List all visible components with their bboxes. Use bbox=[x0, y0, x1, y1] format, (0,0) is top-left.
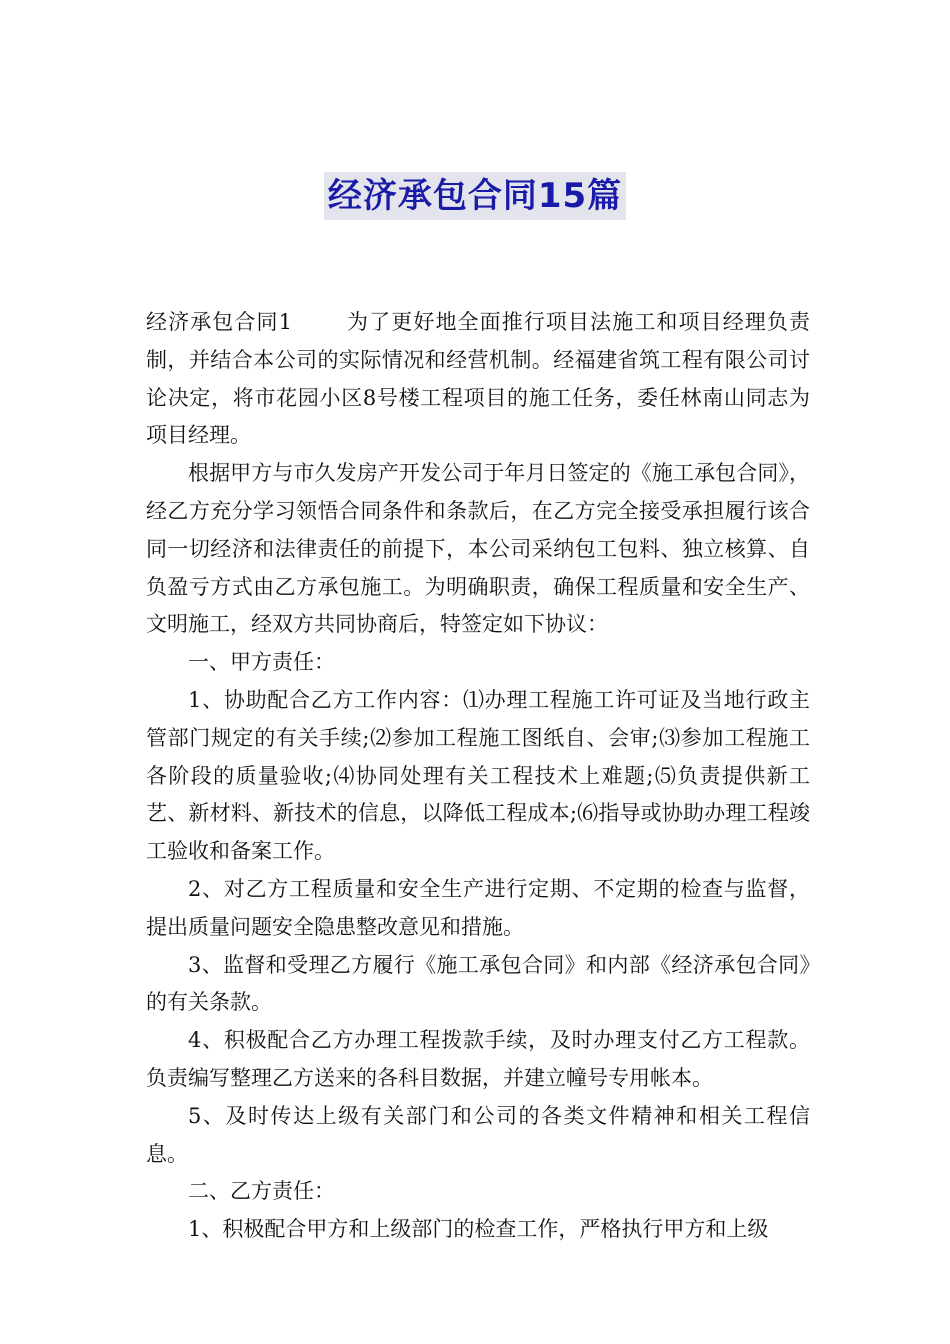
paragraph: 5、及时传达上级有关部门和公司的各类文件精神和相关工程信息。 bbox=[146, 1103, 810, 1166]
paragraph: 3、监督和受理乙方履行《施工承包合同》和内部《经济承包合同》的有关条款。 bbox=[146, 952, 810, 1015]
section-heading-party-b: 二、乙方责任： bbox=[188, 1179, 335, 1204]
paragraph: 1、积极配合甲方和上级部门的检查工作，严格执行甲方和上级 bbox=[188, 1217, 769, 1242]
paragraph-text: 为了更好地全面推行项目法施工和项目经理负责制，并结合本公司的实际情况和经营机制。经福建省筑工程有限公司讨论决定，将市花园小区8号楼工程项目的施工任务，委任林南山同志为项目经理。 bbox=[146, 310, 810, 448]
paragraph: 根据甲方与市久发房产开发公司于年月日签定的《施工承包合同》，经乙方充分学习领悟合同条件和条款后，在乙方完全接受承担履行该合同一切经济和法律责任的前提下，本公司采纳包工包料、独立核算、自负盈亏方式由乙方承包施工。为明确职责，确保工程质量和安全生产、文明施工，经双方共同协商后，特签定如下协议： bbox=[146, 461, 810, 637]
paragraph-intro bbox=[146, 304, 810, 455]
title-area bbox=[0, 172, 950, 220]
paragraph: 1、协助配合乙方工作内容：⑴办理工程施工许可证及当地行政主管部门规定的有关手续;⑵参加工程施工图纸自、会审;⑶参加工程施工各阶段的质量验收;⑷协同处理有关工程技术上难题;⑸负责提供新工艺、新材料、新技术的信息，以降低工程成本;⑹指导或协助办理工程竣工验收和备案工作。 bbox=[146, 687, 810, 864]
paragraph: 4、积极配合乙方办理工程拨款手续，及时办理支付乙方工程款。负责编写整理乙方送来的各科目数据，并建立幢号专用帐本。 bbox=[146, 1028, 810, 1090]
paragraph: 2、对乙方工程质量和安全生产进行定期、不定期的检查与监督，提出质量问题安全隐患整改意见和措施。 bbox=[146, 876, 810, 939]
document-body bbox=[146, 304, 810, 1249]
document-title: 经济承包合同15篇 bbox=[324, 172, 626, 220]
contract-number-label: 经济承包合同1 bbox=[146, 310, 292, 334]
section-heading-party-a: 一、甲方责任： bbox=[188, 650, 335, 675]
